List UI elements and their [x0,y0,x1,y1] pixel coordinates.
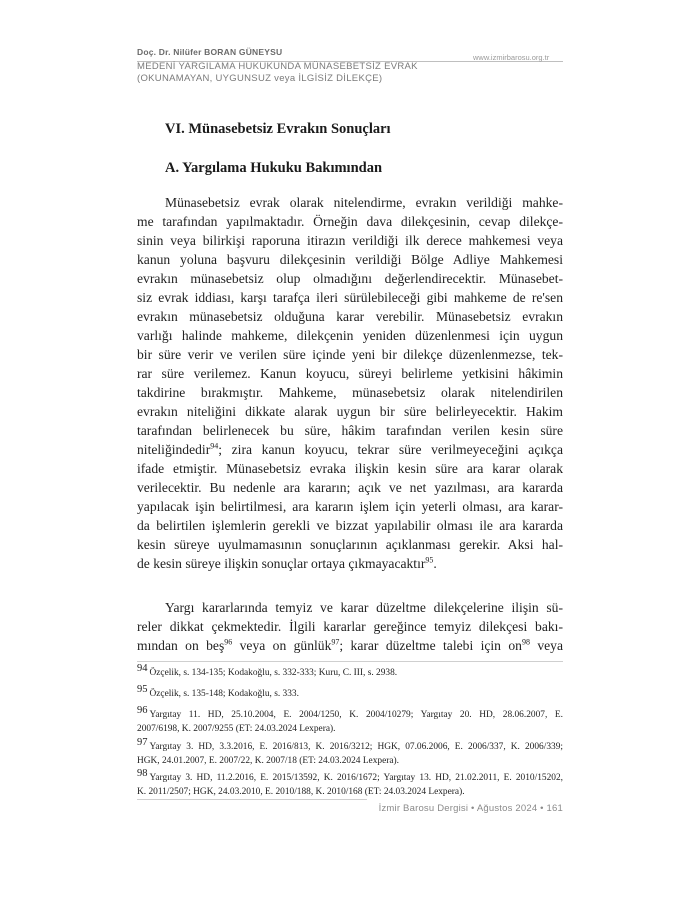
body-line [137,638,563,654]
body-text: ; zira kanun koyucu, tekrar süre verilmeyeceğini açıkça [218,442,563,457]
footnote-ref[interactable]: 97 [331,637,340,647]
body-line: da belirtilen işlemlerin gerekli ve bizzat yapılabilir olması ile ara kararda [137,518,563,533]
footnote-95 [137,683,563,699]
body-line: yapılacak işin belirtilmesi, ara kararın işlem için yeterli olması, ara karar- [137,499,563,514]
subsection-heading: A. Yargılama Hukuku Bakımından [165,160,383,176]
footnote-text: Özçelik, s. 135-148; Kodakoğlu, s. 333. [149,689,299,699]
footnote-97 [137,736,563,752]
body-text: veya on günlük [232,638,332,653]
body-line: Münasebetsiz evrak olarak nitelendirme, evrakın verildiği mahke- [165,195,563,210]
body-line [137,556,563,572]
body-text: niteliğindedir [137,442,211,457]
body-line: verilecektir. Bu nedenle ara kararın; açık ve net yazılması, ara kararda [137,480,563,495]
footnote-number: 94 [137,662,148,674]
body-line: tarafından belirlenecek bu süre, hâkim tarafından verilen kesin süre [137,423,563,438]
body-line: me tarafından yapılmaktadır. Örneğin dava dilekçesinin, cevap dilekçe- [137,214,563,229]
body-line: evrakın münasebetsiz olduğuna karar verebilir. Münasebetsiz evrakın [137,309,563,324]
page-footer: İzmir Barosu Dergisi • Ağustos 2024 • 161 [378,803,563,814]
footnote-text: Yargıtay 3. HD, 3.3.2016, E. 2016/813, K. 2016/3212; HGK, 07.06.2006, E. 2006/337, K. 2006/339; [149,742,563,752]
footnote-number: 97 [137,736,148,748]
footnote-ref[interactable]: 98 [521,637,530,647]
body-line: kesin süreye uyulmamasının sonuçlarının açıklanması gerekir. Aksi hal- [137,537,563,552]
body-line: siz evrak iddiası, karşı tarafça ileri sürülebileceği gibi mahkeme de re'sen [137,290,563,305]
running-header-author: Doç. Dr. Nilüfer BORAN GÜNEYSU [137,47,283,57]
body-line: reler dikkat çekmektedir. İlgili kararlar gereğince temyiz dilekçesi bakı- [137,619,563,634]
footnote-ref[interactable]: 94 [210,441,219,451]
header-title-line: MEDENİ YARGILAMA HUKUKUNDA MÜNASEBETSİZ EVRAK [137,61,418,72]
body-text: ; karar düzeltme talebi için on [339,638,522,653]
footnote-ref[interactable]: 96 [224,637,233,647]
footnote-text: Yargıtay 11. HD, 25.10.2004, E. 2004/1250, K. 2004/10279; Yargıtay 20. HD, 28.06.2007, E. [149,710,563,720]
body-text: mından on beş [137,638,225,653]
footnote-number: 96 [137,704,148,716]
footnote-number: 98 [137,767,148,779]
footnote-97-cont: HGK, 24.01.2007, E. 2007/22, K. 2007/18 (ET: 24.03.2024 Lexpera). [137,756,399,766]
body-line: evrakın niteliğini dikkate alarak uygun bir süre belirleyecektir. Hakim [137,404,563,419]
footnote-text: Özçelik, s. 134-135; Kodakoğlu, s. 332-333; Kuru, C. III, s. 2938. [149,668,398,678]
body-text: de kesin süreye ilişkin sonuçlar ortaya çıkmayacaktır [137,556,426,571]
section-heading: VI. Münasebetsiz Evrakın Sonuçları [165,121,391,137]
body-line: Yargı kararlarında temyiz ve karar düzeltme dilekçelerine ilişin sü- [165,600,563,615]
body-line [137,442,563,458]
body-text: veya [529,638,563,653]
body-line: rar süre verilemez. Kanun koyucu, süreyi belirleme yetkisini hâkimin [137,366,563,381]
footnote-ref[interactable]: 95 [425,555,434,565]
footnote-number: 95 [137,683,148,695]
body-line: ifade etmiştir. Münasebetsiz evraka ilişkin kesin süre ara karar olarak [137,461,563,476]
header-url: www.izmirbarosu.org.tr [473,53,550,62]
footnote-text: Yargıtay 3. HD, 11.2.2016, E. 2015/13592, K. 2016/1672; Yargıtay 13. HD, 21.02.2011, E. 2010/15202, [149,773,563,783]
body-line: kanun yoluna başvuru dilekçesinin verildiği Bölge Adliye Mahkemesi [137,252,563,267]
header-title-line: (OKUNAMAYAN, UYGUNSUZ veya İLGİSİZ DİLEKÇE) [137,73,383,84]
footnote-98 [137,767,563,783]
body-line: evrakın münasebetsiz olup olmadığını değerlendirecektir. Münasebet- [137,271,563,286]
footnote-96 [137,704,563,720]
footnote-94 [137,662,563,678]
running-header-title [137,61,467,85]
body-line: varlığı halinde mahkeme, dilekçenin yeniden düzenlenmesi için uygun [137,328,563,343]
body-line: bir süre verir ve verilen süre içinde yeni bir dilekçe düzenlenmezse, tek- [137,347,563,362]
footnote-96-cont: 2007/6198, K. 2007/9255 (ET: 24.03.2024 Lexpera). [137,724,336,734]
body-line: sinin veya bilirkişi raporuna itirazın verildiği ilk derece mahkemesi veya [137,233,563,248]
body-line: takdirine bırakmıştır. Mahkeme, münasebetsiz olarak nitelendirilen [137,385,563,400]
footnote-98-cont: K. 2011/2507; HGK, 24.03.2010, E. 2010/188, K. 2010/168 (ET: 24.03.2024 Lexpera). [137,787,465,797]
body-text: . [433,556,437,571]
footer-rule [137,799,367,800]
footnote-separator [137,661,563,662]
